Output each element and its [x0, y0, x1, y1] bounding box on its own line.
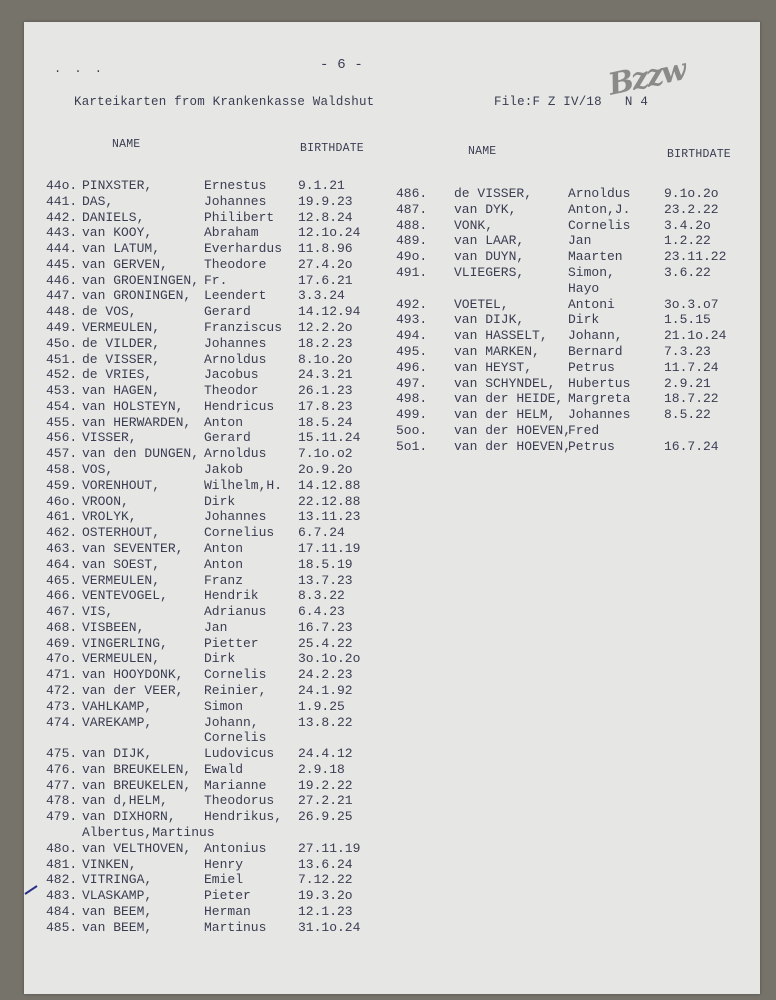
- entry-birthdate: 11.7.24: [664, 359, 719, 375]
- entry-birthdate: 12.8.24: [298, 209, 353, 225]
- entry-birthdate: 26.1.23: [298, 383, 353, 399]
- entry-number: 48o.: [46, 840, 78, 856]
- entry-given-name: Petrus: [568, 438, 615, 454]
- entry-given-name: Anton: [204, 556, 244, 572]
- entry-birthdate: 13.11.23: [298, 509, 361, 525]
- entry-given-name: Hendrikus,: [204, 809, 283, 825]
- entry-given-name: Hendrik: [204, 588, 259, 604]
- entry-number: 444.: [46, 241, 78, 257]
- entry-number: 499.: [396, 407, 428, 423]
- entry-birthdate: 26.9.25: [298, 809, 353, 825]
- entry-given-name: Pietter: [204, 635, 259, 651]
- entry-birthdate: 18.7.22: [664, 391, 719, 407]
- entry-birthdate: 14.12.88: [298, 477, 361, 493]
- entry-given-name: Philibert: [204, 209, 275, 225]
- entry-surname: van DUYN,: [454, 249, 525, 265]
- entry-given-name: Franz: [204, 572, 244, 588]
- entry-surname: de VILDER,: [82, 335, 161, 351]
- entry-birthdate: 3o.3.o7: [664, 296, 719, 312]
- entry-given-name: Arnoldus: [204, 446, 267, 462]
- entry-number: 455.: [46, 414, 78, 430]
- entry-number: 484.: [46, 903, 78, 919]
- entry-given-name: Antoni: [568, 296, 615, 312]
- entry-number: 489.: [396, 233, 428, 249]
- entry-birthdate: 8.5.22: [664, 407, 711, 423]
- entry-birthdate: 24.2.23: [298, 667, 353, 683]
- entry-given-name: Margreta: [568, 391, 631, 407]
- entry-number: 481.: [46, 856, 78, 872]
- entry-given-name: Hubertus: [568, 375, 631, 391]
- entry-surname: van DIJK,: [454, 312, 525, 328]
- entry-number: 452.: [46, 367, 78, 383]
- entry-number: 477.: [46, 777, 78, 793]
- entry-surname: VINGERLING,: [82, 635, 168, 651]
- entry-birthdate: 27.2.21: [298, 793, 353, 809]
- entry-given-name: Johannes: [568, 407, 631, 423]
- entry-birthdate: 13.7.23: [298, 572, 353, 588]
- entry-given-name: Petrus: [568, 359, 615, 375]
- entry-given-name: Gerard: [204, 430, 251, 446]
- entry-birthdate: 3.4.2o: [664, 217, 711, 233]
- entry-surname: DANIELS,: [82, 209, 145, 225]
- entry-number: 463.: [46, 540, 78, 556]
- entry-birthdate: 17.6.21: [298, 272, 353, 288]
- entry-birthdate: 6.7.24: [298, 525, 345, 541]
- entry-given-name: Leendert: [204, 288, 267, 304]
- entry-given-name: Antonius: [204, 840, 267, 856]
- entry-surname: de VOS,: [82, 304, 137, 320]
- entry-surname: van BREUKELEN,: [82, 777, 192, 793]
- column-header-name-right: NAME: [468, 145, 497, 158]
- entry-birthdate: 8.3.22: [298, 588, 345, 604]
- entry-surname: van d,HELM,: [82, 793, 168, 809]
- entry-birthdate: 12.1.23: [298, 903, 353, 919]
- entry-given-name: Pieter: [204, 888, 251, 904]
- entry-given-name: Cornelius: [204, 525, 275, 541]
- entry-number: 474.: [46, 714, 78, 730]
- entry-number: 495.: [396, 344, 428, 359]
- entry-surname: Albertus,Martinus: [82, 824, 215, 840]
- entry-number: 458.: [46, 462, 78, 478]
- entry-given-name: Martinus: [204, 919, 267, 935]
- entry-number: 472.: [46, 682, 78, 698]
- entry-surname: van LATUM,: [82, 241, 161, 257]
- entry-number: 442.: [46, 209, 78, 225]
- entry-number: 459.: [46, 477, 78, 493]
- entry-birthdate: 3.6.22: [664, 265, 711, 280]
- entry-surname: van HOOYDONK,: [82, 667, 184, 683]
- entry-number: 5o1.: [396, 438, 428, 454]
- entry-surname: OSTERHOUT,: [82, 525, 161, 541]
- entry-given-name: Fred: [568, 423, 600, 438]
- entry-surname: van HERWARDEN,: [82, 414, 192, 430]
- entry-birthdate: 23.2.22: [664, 201, 719, 217]
- entry-given-name: Cornelis: [568, 217, 631, 233]
- entry-birthdate: 1.2.22: [664, 233, 711, 249]
- entry-given-name: Abraham: [204, 225, 259, 241]
- entry-given-name: Bernard: [568, 344, 623, 359]
- entry-number: 491.: [396, 265, 428, 280]
- entry-surname: van HEYST,: [454, 359, 533, 375]
- entry-surname: VIS,: [82, 604, 114, 620]
- entry-birthdate: 24.4.12: [298, 746, 353, 762]
- entry-birthdate: 2o.9.2o: [298, 462, 353, 478]
- entry-number: 468.: [46, 619, 78, 635]
- entry-number: 483.: [46, 888, 78, 904]
- entry-surname: van BEEM,: [82, 919, 153, 935]
- entry-surname: VOETEL,: [454, 296, 509, 312]
- entry-given-name: Theodorus: [204, 793, 275, 809]
- entry-birthdate: 13.6.24: [298, 856, 353, 872]
- entry-given-name: Johannes: [204, 193, 267, 209]
- entry-surname: van GERVEN,: [82, 256, 168, 272]
- entry-surname: VORENHOUT,: [82, 477, 161, 493]
- entry-surname: VERMEULEN,: [82, 572, 161, 588]
- entry-birthdate: 19.3.2o: [298, 888, 353, 904]
- entry-birthdate: 23.11.22: [664, 249, 727, 265]
- entry-surname: van DIXHORN,: [82, 809, 176, 825]
- entry-birthdate: 17.8.23: [298, 398, 353, 414]
- entry-given-name: Jan: [204, 619, 228, 635]
- column-header-birthdate-right: BIRTHDATE: [667, 148, 731, 161]
- entry-surname: van HASSELT,: [454, 328, 548, 344]
- entry-surname: van der VEER,: [82, 682, 184, 698]
- entry-number: 465.: [46, 572, 78, 588]
- entry-given-name: Anton: [204, 540, 244, 556]
- entry-given-name: Jacobus: [204, 367, 259, 383]
- entry-number: 462.: [46, 525, 78, 541]
- entry-number: 473.: [46, 698, 78, 714]
- entry-number: 46o.: [46, 493, 78, 509]
- entry-number: 446.: [46, 272, 78, 288]
- entry-surname: van DYK,: [454, 201, 517, 217]
- entry-surname: de VRIES,: [82, 367, 153, 383]
- entry-surname: VERMEULEN,: [82, 320, 161, 336]
- entry-birthdate: 18.5.24: [298, 414, 353, 430]
- entry-given-name: Hayo: [568, 280, 600, 296]
- entry-given-name: Cornelis: [204, 667, 267, 683]
- entry-number: 486.: [396, 186, 428, 201]
- entry-number: 496.: [396, 359, 428, 375]
- entry-given-name: Arnoldus: [204, 351, 267, 367]
- entry-given-name: Emiel: [204, 872, 244, 888]
- entry-number: 488.: [396, 217, 428, 233]
- entry-number: 447.: [46, 288, 78, 304]
- entry-birthdate: 18.2.23: [298, 335, 353, 351]
- entry-number: 469.: [46, 635, 78, 651]
- document-title: Karteikarten from Krankenkasse Waldshut: [74, 95, 375, 109]
- column-header-name-left: NAME: [112, 138, 141, 151]
- entry-given-name: Hendricus: [204, 398, 275, 414]
- entry-birthdate: 1.9.25: [298, 698, 345, 714]
- entry-birthdate: 27.4.2o: [298, 256, 353, 272]
- entry-given-name: Reinier,: [204, 682, 267, 698]
- entry-number: 471.: [46, 667, 78, 683]
- entry-surname: van der HELM,: [454, 407, 556, 423]
- entry-surname: van SOEST,: [82, 556, 161, 572]
- entry-birthdate: 27.11.19: [298, 840, 361, 856]
- entry-number: 487.: [396, 201, 428, 217]
- entry-birthdate: 3o.1o.2o: [298, 651, 361, 667]
- document-page: [24, 22, 760, 994]
- entry-given-name: Johannes: [204, 509, 267, 525]
- entry-surname: VERMEULEN,: [82, 651, 161, 667]
- entry-surname: PINXSTER,: [82, 178, 153, 193]
- entry-birthdate: 12.1o.24: [298, 225, 361, 241]
- entry-given-name: Gerard: [204, 304, 251, 320]
- entry-birthdate: 18.5.19: [298, 556, 353, 572]
- entry-number: 467.: [46, 604, 78, 620]
- entry-number: 466.: [46, 588, 78, 604]
- entry-surname: van KOOY,: [82, 225, 153, 241]
- entry-birthdate: 12.2.2o: [298, 320, 353, 336]
- entry-surname: van den DUNGEN,: [82, 446, 200, 462]
- entry-birthdate: 21.1o.24: [664, 328, 727, 344]
- entry-number: 448.: [46, 304, 78, 320]
- entry-surname: van der HEIDE,: [454, 391, 564, 407]
- entry-surname: VISBEEN,: [82, 619, 145, 635]
- entry-birthdate: 9.1.21: [298, 178, 345, 193]
- entry-given-name: Jakob: [204, 462, 244, 478]
- entry-birthdate: 3.3.24: [298, 288, 345, 304]
- entry-number: 441.: [46, 193, 78, 209]
- entry-birthdate: 8.1o.2o: [298, 351, 353, 367]
- entry-surname: van der HOEVEN,: [454, 438, 572, 454]
- entry-given-name: Dirk: [204, 651, 236, 667]
- entry-number: 443.: [46, 225, 78, 241]
- page-number: - 6 -: [320, 57, 364, 73]
- entry-number: 47o.: [46, 651, 78, 667]
- entry-surname: de VISSER,: [454, 186, 533, 201]
- entry-given-name: Johann,: [204, 714, 259, 730]
- entry-surname: van GROENINGEN,: [82, 272, 200, 288]
- entry-number: 493.: [396, 312, 428, 328]
- entry-birthdate: 16.7.23: [298, 619, 353, 635]
- entry-number: 485.: [46, 919, 78, 935]
- entry-number: 454.: [46, 398, 78, 414]
- entry-surname: VROON,: [82, 493, 129, 509]
- entry-surname: van DIJK,: [82, 746, 153, 762]
- entry-birthdate: 7.12.22: [298, 872, 353, 888]
- entry-birthdate: 25.4.22: [298, 635, 353, 651]
- entry-given-name: Cornelis: [204, 730, 267, 746]
- entry-birthdate: 24.3.21: [298, 367, 353, 383]
- entry-number: 461.: [46, 509, 78, 525]
- entry-surname: van HAGEN,: [82, 383, 161, 399]
- entry-given-name: Arnoldus: [568, 186, 631, 201]
- entry-surname: VAREKAMP,: [82, 714, 153, 730]
- entry-surname: VAHLKAMP,: [82, 698, 153, 714]
- entry-number: 479.: [46, 809, 78, 825]
- entry-birthdate: 7.3.23: [664, 344, 711, 359]
- file-reference: File:F Z IV/18 N 4: [494, 95, 649, 109]
- entry-surname: VONK,: [454, 217, 494, 233]
- entry-surname: de VISSER,: [82, 351, 161, 367]
- entry-given-name: Ernestus: [204, 178, 267, 193]
- entry-surname: VLASKAMP,: [82, 888, 153, 904]
- entry-birthdate: 22.12.88: [298, 493, 361, 509]
- entry-given-name: Dirk: [204, 493, 236, 509]
- entry-birthdate: 16.7.24: [664, 438, 719, 454]
- entry-number: 464.: [46, 556, 78, 572]
- entry-surname: VITRINGA,: [82, 872, 153, 888]
- entry-number: 453.: [46, 383, 78, 399]
- entry-surname: van SEVENTER,: [82, 540, 184, 556]
- entry-given-name: Ludovicus: [204, 746, 275, 762]
- entry-given-name: Theodor: [204, 383, 259, 399]
- entry-birthdate: 19.2.22: [298, 777, 353, 793]
- entry-given-name: Anton: [204, 414, 244, 430]
- entry-birthdate: 6.4.23: [298, 604, 345, 620]
- entry-surname: VISSER,: [82, 430, 137, 446]
- entry-birthdate: 31.1o.24: [298, 919, 361, 935]
- entry-surname: VENTEVOGEL,: [82, 588, 168, 604]
- entry-number: 492.: [396, 296, 428, 312]
- entry-surname: van MARKEN,: [454, 344, 540, 359]
- entry-given-name: Theodore: [204, 256, 267, 272]
- entry-surname: VOS,: [82, 462, 114, 478]
- entry-given-name: Wilhelm,H.: [204, 477, 283, 493]
- column-header-birthdate-left: BIRTHDATE: [300, 142, 364, 155]
- entry-birthdate: 14.12.94: [298, 304, 361, 320]
- entry-birthdate: 11.8.96: [298, 241, 353, 257]
- entry-given-name: Johannes: [204, 335, 267, 351]
- entry-birthdate: 9.1o.2o: [664, 186, 719, 201]
- entry-given-name: Anton,J.: [568, 201, 631, 217]
- entry-birthdate: 2.9.21: [664, 375, 711, 391]
- entry-given-name: Simon,: [568, 265, 615, 280]
- entry-given-name: Franziscus: [204, 320, 283, 336]
- entry-number: 478.: [46, 793, 78, 809]
- entry-surname: van BREUKELEN,: [82, 761, 192, 777]
- entry-surname: VINKEN,: [82, 856, 137, 872]
- entry-surname: van BEEM,: [82, 903, 153, 919]
- margin-marks: . . .: [54, 62, 106, 76]
- entry-birthdate: 2.9.18: [298, 761, 345, 777]
- entry-surname: van GRONINGEN,: [82, 288, 192, 304]
- entry-given-name: Herman: [204, 903, 251, 919]
- entry-given-name: Henry: [204, 856, 244, 872]
- entry-given-name: Everhardus: [204, 241, 283, 257]
- entry-number: 498.: [396, 391, 428, 407]
- entry-birthdate: 13.8.22: [298, 714, 353, 730]
- entry-given-name: Maarten: [568, 249, 623, 265]
- entry-birthdate: 17.11.19: [298, 540, 361, 556]
- entry-birthdate: 7.1o.o2: [298, 446, 353, 462]
- entry-number: 44o.: [46, 178, 78, 193]
- entry-given-name: Marianne: [204, 777, 267, 793]
- entry-number: 494.: [396, 328, 428, 344]
- entry-birthdate: 1.5.15: [664, 312, 711, 328]
- handwritten-initials: Bzzw: [605, 52, 689, 103]
- entry-surname: VLIEGERS,: [454, 265, 525, 280]
- entry-given-name: Simon: [204, 698, 244, 714]
- entry-number: 482.: [46, 872, 78, 888]
- entry-number: 476.: [46, 761, 78, 777]
- entry-surname: VROLYK,: [82, 509, 137, 525]
- entry-given-name: Fr.: [204, 272, 228, 288]
- entry-number: 451.: [46, 351, 78, 367]
- entry-surname: van HOLSTEYN,: [82, 398, 184, 414]
- entry-given-name: Ewald: [204, 761, 244, 777]
- entry-given-name: Johann,: [568, 328, 623, 344]
- entry-number: 497.: [396, 375, 428, 391]
- entry-surname: DAS,: [82, 193, 114, 209]
- entry-surname: van LAAR,: [454, 233, 525, 249]
- entry-birthdate: 19.9.23: [298, 193, 353, 209]
- entry-surname: van SCHYNDEL,: [454, 375, 556, 391]
- pencil-check-mark: [24, 885, 38, 895]
- entry-number: 5oo.: [396, 423, 428, 438]
- entry-number: 445.: [46, 256, 78, 272]
- entry-number: 457.: [46, 446, 78, 462]
- entry-birthdate: 24.1.92: [298, 682, 353, 698]
- entry-given-name: Dirk: [568, 312, 600, 328]
- entry-number: 49o.: [396, 249, 428, 265]
- entry-surname: van der HOEVEN,: [454, 423, 572, 438]
- entry-birthdate: 15.11.24: [298, 430, 361, 446]
- entry-given-name: Adrianus: [204, 604, 267, 620]
- entry-number: 475.: [46, 746, 78, 762]
- entry-number: 449.: [46, 320, 78, 336]
- entry-number: 456.: [46, 430, 78, 446]
- entry-given-name: Jan: [568, 233, 592, 249]
- entry-number: 45o.: [46, 335, 78, 351]
- entry-surname: van VELTHOVEN,: [82, 840, 192, 856]
